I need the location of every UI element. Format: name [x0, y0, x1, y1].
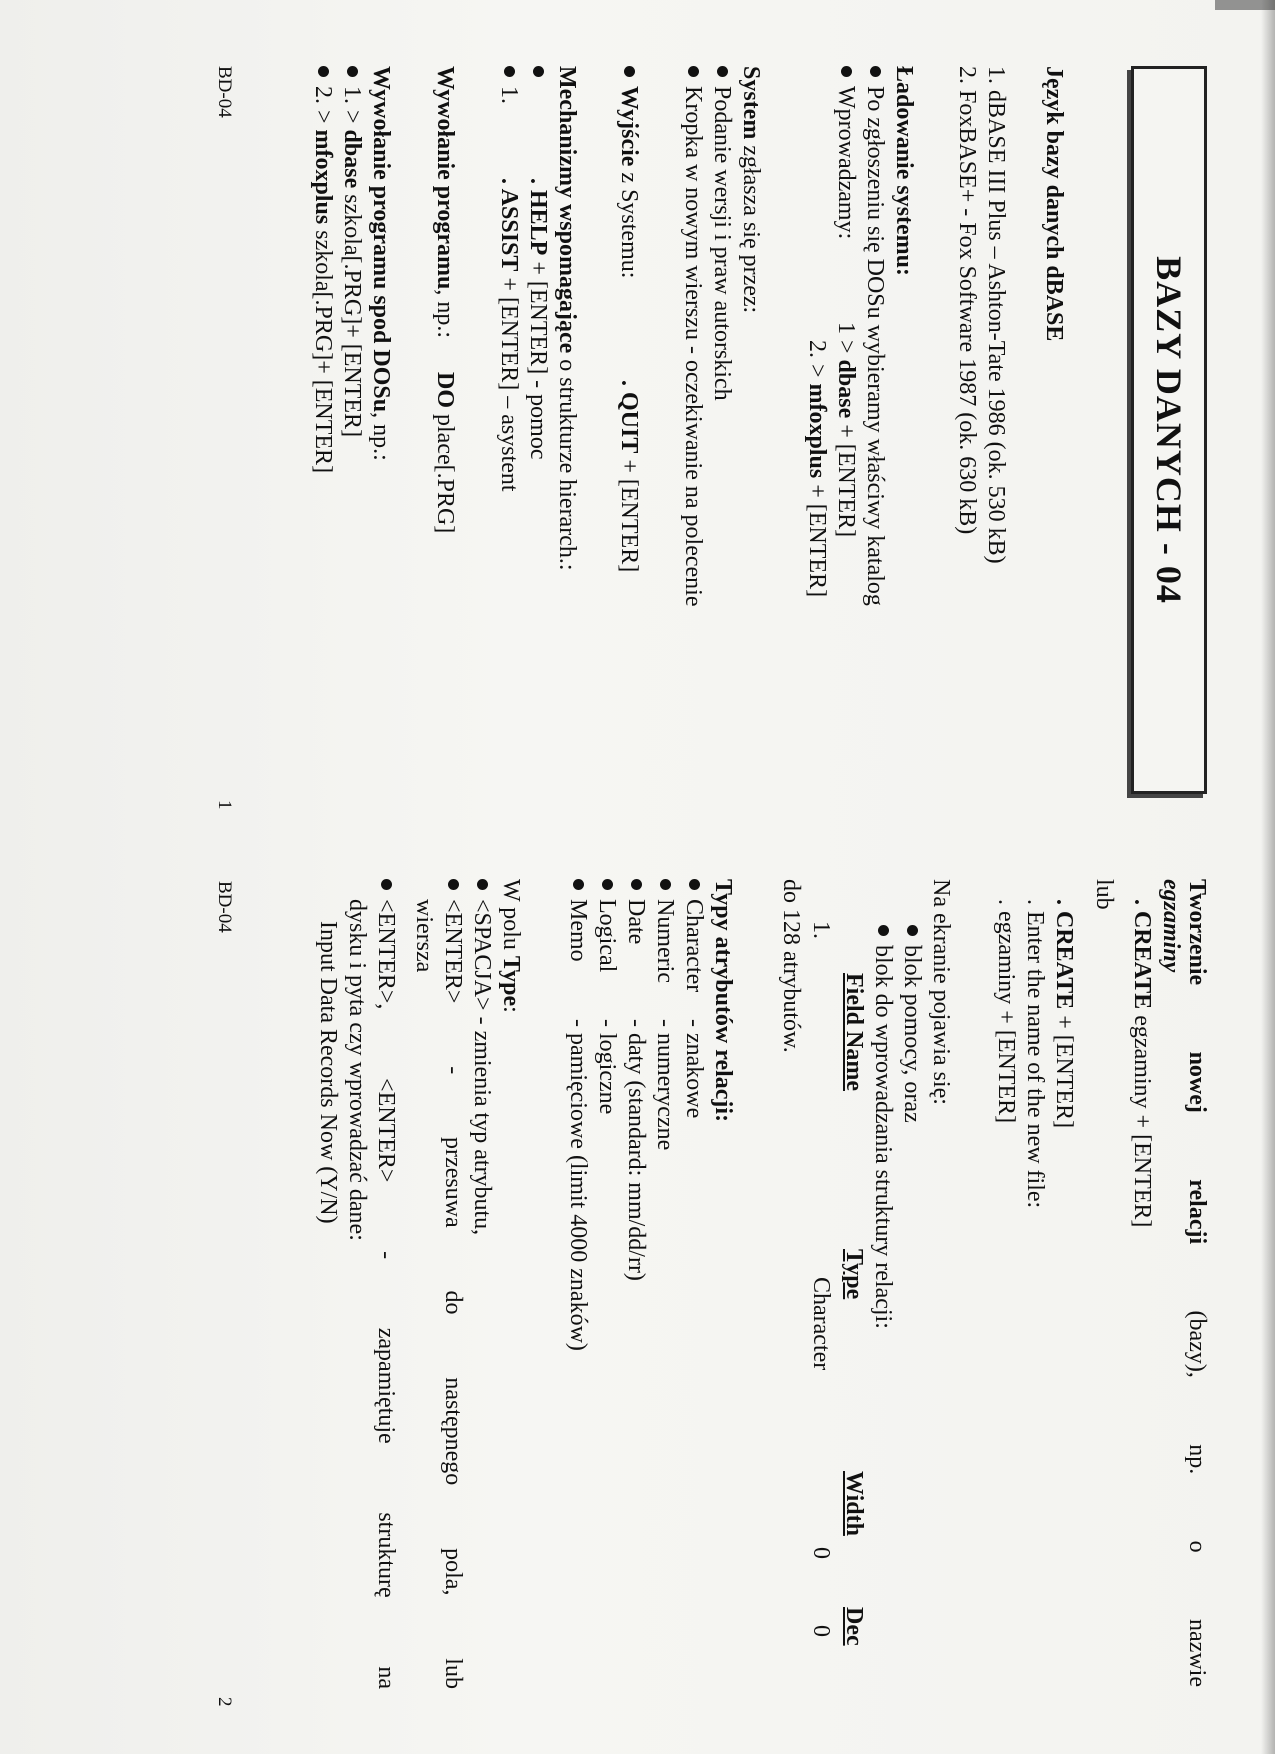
enter-item-line2: wiersza — [411, 899, 437, 973]
cmd-suffix: + [ENTER] — [616, 453, 642, 573]
enter-item-bullet — [437, 879, 469, 1003]
prog-bold: Wywołanie programu — [432, 66, 458, 290]
mech-help — [522, 66, 554, 86]
space-item-text: <SPACJA> - zmienia typ atrybutu, — [469, 899, 495, 1236]
type-desc: - daty (standard: mm/dd/rr) — [623, 1019, 649, 1281]
cmd-name: dbase — [833, 359, 859, 419]
mech-assist — [493, 66, 525, 104]
table-header-width: Width — [841, 1471, 867, 1536]
system-heading — [735, 66, 767, 313]
cmd-suffix: szkola[.PRG]+ [ENTER] — [339, 188, 365, 438]
loading-command — [830, 322, 862, 537]
cmd-name: mfoxplus — [804, 383, 830, 479]
table-cell-dec: 0 — [808, 1625, 834, 1637]
types-heading: Typy atrybutów relacji: — [710, 879, 736, 1123]
cmd-suffix: + [ENTER] - pomoc — [525, 255, 551, 460]
exit-rest: z Systemu: — [616, 166, 642, 279]
bullet-icon — [841, 66, 852, 77]
type-desc: - numeryczne — [652, 1019, 678, 1151]
type-item — [678, 879, 710, 992]
type-name: Numeric — [652, 899, 678, 983]
loading-heading: Ładowanie systemu: — [891, 66, 917, 277]
bullet-icon — [717, 66, 728, 77]
enter-word: - — [440, 1066, 466, 1075]
type-name: Memo — [565, 899, 591, 962]
table-cell-width: 0 — [808, 1547, 834, 1559]
type-item — [562, 879, 594, 962]
save-word: strukturę — [373, 1512, 399, 1598]
enter-word: pola, — [440, 1548, 466, 1596]
save-word: <ENTER> — [373, 1078, 399, 1183]
mech-rest: o strukturze hierarch.: — [554, 353, 580, 571]
bullet-icon — [318, 66, 329, 77]
dos-rest: , np.: — [368, 412, 394, 461]
save-word: zapamiętuje — [373, 1327, 399, 1444]
bullet-icon — [907, 925, 918, 936]
enter-word: do — [440, 1290, 466, 1315]
page-2 — [0, 877, 1275, 1754]
enter-word: lub — [440, 1658, 466, 1689]
create-heading-name: egzaminy — [1158, 879, 1184, 973]
page-number: 2 — [214, 1697, 235, 1707]
cmd-prefix: 2. > — [804, 340, 830, 384]
save-word: <ENTER>, — [373, 899, 399, 1010]
prog-rest: , np.: — [432, 289, 458, 339]
create-answer: . egzaminy + [ENTER] — [993, 899, 1019, 1124]
page-title-box — [1131, 66, 1207, 794]
create-command — [1126, 899, 1158, 1227]
mech-number: 1. — [496, 86, 522, 104]
mech-heading — [551, 66, 583, 571]
cmd-name: . CREATE — [1051, 899, 1077, 1010]
enter-word: następnego — [440, 1377, 466, 1486]
exit-bold: Wyjście — [616, 86, 642, 167]
bullet-icon — [533, 66, 544, 77]
type-field-prefix: W polu — [498, 879, 524, 956]
type-item — [620, 879, 652, 944]
page-footer-code: BD-04 — [214, 881, 235, 933]
system-bullet — [677, 66, 709, 606]
dos-command — [307, 66, 339, 473]
create-prompt: . Enter the name of the new file: — [1022, 899, 1048, 1209]
cmd-name: . CREATE — [1129, 899, 1155, 1010]
screen-heading: Na ekranie pojawia się: — [928, 879, 954, 1105]
type-name: Logical — [594, 899, 620, 973]
type-field-suffix: : — [498, 1006, 524, 1013]
cmd-prefix: 1. > — [339, 86, 365, 130]
page-title: BAZY DANYCH - 04 — [1149, 256, 1189, 604]
exit-line — [613, 66, 645, 278]
bullet-icon — [347, 66, 358, 77]
bullet-icon — [602, 879, 613, 890]
mech-assist-text — [493, 178, 525, 492]
cmd-name: mfoxplus — [310, 129, 336, 225]
section-heading: Język bazy danych dBASE — [1041, 66, 1067, 342]
lub-text: lub — [1091, 879, 1117, 910]
save-item-line3: Input Data Records Now (Y/N) — [315, 921, 341, 1224]
type-field-item — [437, 879, 469, 1689]
system-bold: System — [738, 66, 764, 140]
system-bullet — [706, 66, 738, 401]
dos-command — [336, 66, 368, 437]
mech-bold: Mechanizmy wspomagające — [554, 66, 580, 354]
bullet-icon — [504, 66, 515, 77]
screen-bullet — [867, 925, 899, 1329]
loading-bullet-text: Po zgłoszeniu się DOSu wybieramy właściwy katalog — [862, 86, 888, 606]
save-item-line2: dysku i pyta czy wprowadzać dane: — [344, 899, 370, 1241]
heading-word: nazwie — [1184, 1619, 1210, 1687]
dos-bold: Wywołanie programu spod DOSu — [368, 66, 394, 413]
type-name: Character — [681, 899, 707, 993]
program-line — [429, 66, 461, 338]
table-header-dec: Dec — [841, 1607, 867, 1646]
heading-word: (bazy), — [1184, 1310, 1210, 1378]
version-item: 1. dBASE III Plus – Ashton-Tate 1986 (ok. 530 kB) — [983, 66, 1009, 564]
cmd-suffix: + [ENTER] — [833, 418, 859, 538]
table-cell-type: Character — [808, 1277, 834, 1371]
screen-bullet-text: blok do wprowadzania struktury relacji: — [870, 945, 896, 1329]
bullet-icon — [448, 879, 459, 890]
save-word: na — [373, 1666, 399, 1689]
create-command — [1048, 899, 1080, 1128]
system-bullet-text: Podanie wersji i praw autorskich — [709, 86, 735, 401]
system-bullet-text: Kropka w nowym wierszu - oczekiwanie na polecenie — [680, 86, 706, 607]
save-word: - — [373, 1251, 399, 1260]
exit-command — [613, 380, 645, 572]
save-item-bullet — [370, 879, 402, 1009]
bullet-icon — [477, 879, 488, 890]
dos-heading — [365, 66, 397, 461]
program-command — [429, 372, 461, 533]
table-header-field-name: Field Name — [841, 973, 867, 1091]
cmd-name: DO — [432, 372, 458, 408]
type-field-item — [466, 879, 498, 1235]
screen-bullet-text: blok pomocy, oraz — [899, 945, 925, 1123]
bullet-icon — [624, 66, 635, 77]
heading-word: nowej — [1184, 1051, 1210, 1113]
type-field-item — [370, 879, 402, 1689]
page-footer-code: BD-04 — [214, 66, 235, 118]
table-header-type: Type — [841, 1249, 867, 1300]
loading-command — [801, 340, 833, 597]
bullet-icon — [660, 879, 671, 890]
page-number: 1 — [214, 800, 235, 810]
heading-word: relacji — [1184, 1179, 1210, 1245]
cmd-prefix: 2. > — [310, 86, 336, 130]
cmd-suffix: place[.PRG] — [432, 408, 458, 534]
type-name: Date — [623, 899, 649, 945]
loading-bullet — [830, 66, 862, 239]
attribute-limit: do 128 atrybutów. — [778, 879, 804, 1053]
type-item — [591, 879, 623, 972]
bullet-icon — [631, 879, 642, 890]
enter-word: przesuwa — [440, 1137, 466, 1228]
version-item: 2. FoxBASE+ - Fox Software 1987 (ok. 630 kB) — [954, 66, 980, 535]
heading-word: o — [1184, 1540, 1210, 1553]
bullet-icon — [870, 66, 881, 77]
create-heading — [1181, 879, 1213, 1687]
enter-word: <ENTER> — [440, 899, 466, 1004]
cmd-suffix: szkola[.PRG]+ [ENTER] — [310, 224, 336, 474]
cmd-suffix: egzaminy + [ENTER] — [1129, 1009, 1155, 1228]
cmd-name: . ASSIST — [496, 178, 522, 272]
cmd-prefix: 1 > — [833, 322, 859, 360]
bullet-icon — [688, 66, 699, 77]
type-field-heading — [495, 879, 527, 1013]
mech-help-text — [522, 178, 554, 460]
bullet-icon — [689, 879, 700, 890]
type-desc: - pamięciowe (limit 4000 znaków) — [565, 1019, 591, 1351]
cmd-suffix: + [ENTER] – asystent — [496, 271, 522, 492]
type-desc: - logiczne — [594, 1019, 620, 1115]
cmd-suffix: + [ENTER] — [804, 478, 830, 598]
screen-bullet — [896, 925, 928, 1123]
loading-bullet — [859, 66, 891, 606]
type-desc: - znakowe — [681, 1019, 707, 1119]
bullet-icon — [381, 879, 392, 890]
loading-label: Wprowadzamy: — [833, 86, 859, 240]
cmd-name: . HELP — [525, 178, 551, 256]
heading-word: Tworzenie — [1184, 879, 1210, 986]
table-cell-number: 1. — [808, 921, 834, 939]
cmd-name: . QUIT — [616, 380, 642, 454]
heading-word: np. — [1184, 1444, 1210, 1475]
type-field-bold: Type — [498, 955, 524, 1007]
cmd-name: dbase — [339, 129, 365, 189]
bullet-icon — [573, 879, 584, 890]
bullet-icon — [878, 925, 889, 936]
type-item — [649, 879, 681, 983]
cmd-suffix: + [ENTER] — [1051, 1009, 1077, 1129]
system-rest: zgłasza się przez: — [738, 139, 764, 314]
